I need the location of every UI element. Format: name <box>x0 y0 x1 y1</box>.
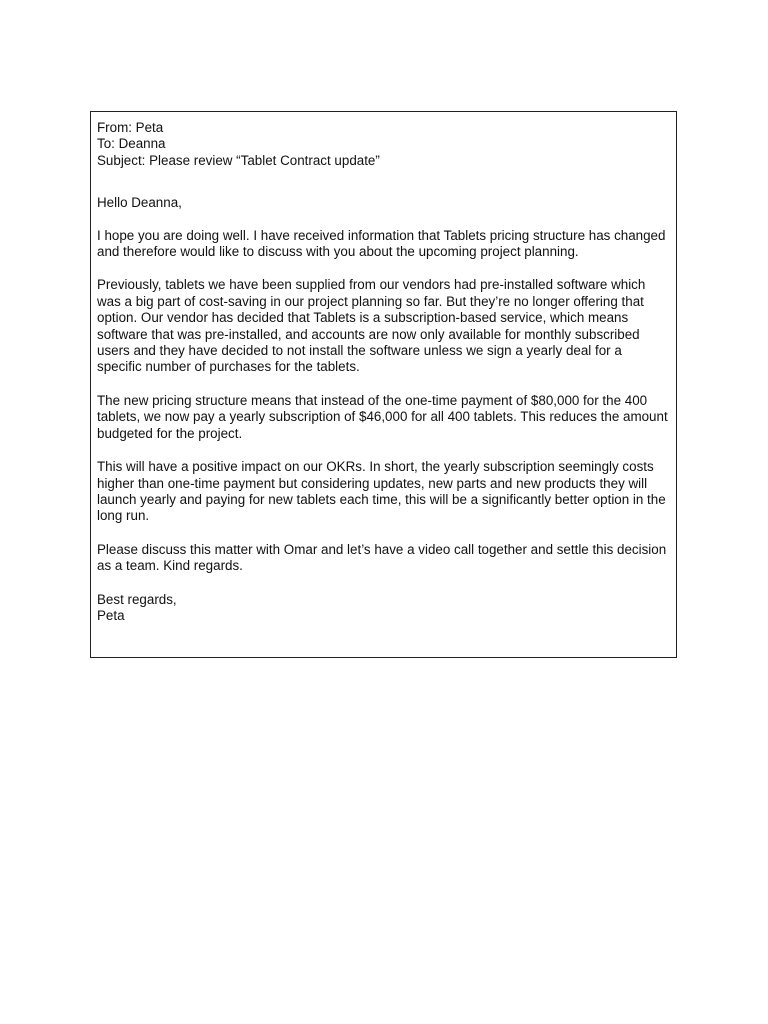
header-spacer <box>97 169 670 195</box>
from-line: From: Peta <box>97 120 164 135</box>
body-paragraph-5: Please discuss this matter with Omar and let’s have a video call together and settle this decision as a team. Kind regards. <box>97 541 667 574</box>
body-paragraph-1: I hope you are doing well. I have received information that Tablets pricing structure has changed and therefore would like to discuss with you about the upcoming project planning. <box>97 227 666 260</box>
greeting: Hello Deanna, <box>97 195 182 211</box>
body-paragraph-2: Previously, tablets we have been supplied from our vendors had pre-installed software which was a big part of cost-saving in our project planning so far. But they’re no longer offering that option. Our vendor has decided that Tablets is a subscription-based service, which means software that was pre-installed, and accounts are now only available for monthly subscribed users and they have decided to not install the software unless we sign a yearly deal for a specific number of purchases for the tablets. <box>97 277 646 375</box>
body-paragraph-4: This will have a positive impact on our OKRs. In short, the yearly subscription seemingly costs higher than one-time payment but considering updates, new parts and new products they will launch yearly and paying for new tablets each time, this will be a significantly better option in the long run. <box>97 459 666 524</box>
closing: Best regards, <box>97 591 177 607</box>
email-document <box>90 111 677 658</box>
email-header <box>97 120 670 169</box>
to-line: To: Deanna <box>97 136 166 152</box>
subject-line: Subject: Please review “Tablet Contract update” <box>97 152 380 168</box>
signature: Peta <box>97 607 125 623</box>
sign-off <box>97 592 670 625</box>
body-paragraph-3: The new pricing structure means that instead of the one-time payment of $80,000 for the 400 tablets, we now pay a yearly subscription of $46,000 for all 400 tablets. This reduces the amount budgeted for the project. <box>97 392 668 441</box>
